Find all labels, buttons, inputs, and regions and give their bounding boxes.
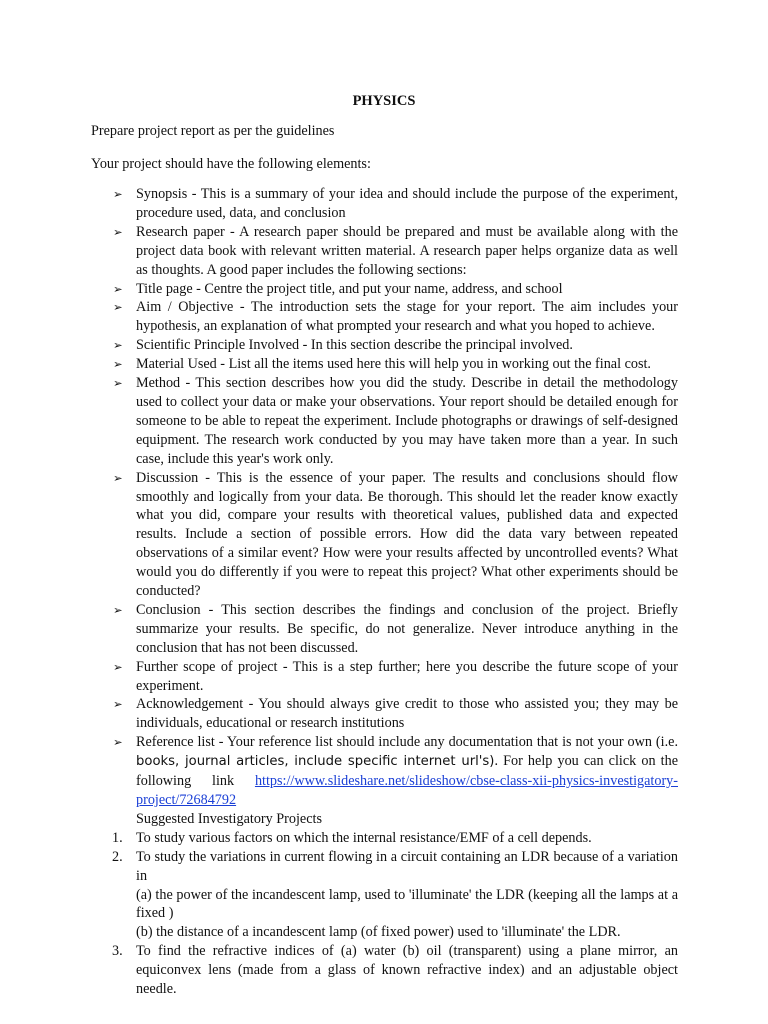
arrow-bullet-icon: ➢ xyxy=(113,376,123,391)
elements-list xyxy=(0,185,768,999)
suggested-heading: Suggested Investigatory Projects xyxy=(136,810,322,827)
list-item: ➢ Acknowledgement - You should always give credit to those who assisted you; they may be individuals, educational or research institutions xyxy=(113,696,678,732)
arrow-bullet-icon: ➢ xyxy=(113,224,123,239)
arrow-bullet-icon: ➢ xyxy=(113,470,123,485)
arrow-bullet-icon: ➢ xyxy=(113,602,123,617)
reference-list-item: ➢ Reference list - Your reference list should include any documentation that is not your own (i.e. books, journal articles, include specific internet url's). For help you can click on the following link https://www.slideshare.net/slideshow/cbse-class-xii-physics-investigatory-project/72684792 xyxy=(113,734,679,808)
arrow-bullet-icon: ➢ xyxy=(113,338,123,353)
arrow-bullet-icon: ➢ xyxy=(113,281,123,296)
arrow-bullet-icon: ➢ xyxy=(113,697,123,712)
project-item: 3. To find the refractive indices of (a) water (b) oil (transparent) using a plane mirror, an equiconvex lens (made from a glass of known refractive index) and an adjustable object needle. xyxy=(112,943,678,998)
arrow-bullet-icon: ➢ xyxy=(113,357,123,372)
arrow-bullet-icon: ➢ xyxy=(113,187,123,201)
arrow-bullet-icon: ➢ xyxy=(113,300,123,315)
list-item: ➢ Aim / Objective - The introduction sets the stage for your report. The aim includes your hypothesis, an explanation of what prompted your research and what you hoped to achieve. xyxy=(113,299,678,335)
list-item: ➢ Title page - Centre the project title, and put your name, address, and school xyxy=(113,280,563,297)
list-item: ➢ Synopsis - This is a summary of your idea and should include the purpose of the experiment, procedure used, data, and conclusion xyxy=(113,186,678,221)
project-item: 1. To study various factors on which the internal resistance/EMF of a cell depends. xyxy=(112,829,592,846)
project-subitem: (a) the power of the incandescent lamp, used to 'illuminate' the LDR (keeping all the lamps at a fixed ) xyxy=(136,886,678,922)
list-item: ➢ Further scope of project - This is a step further; here you describe the future scope of your experiment. xyxy=(113,658,678,694)
arrow-bullet-icon: ➢ xyxy=(113,735,123,750)
arrow-bullet-icon: ➢ xyxy=(113,659,123,674)
slideshare-link[interactable]: https://www.slideshare.net/slideshow/cbse-class-xii-physics-investigatory-project/72684792 xyxy=(136,773,678,808)
list-item: ➢ Method - This section describes how you did the study. Describe in detail the methodology used to collect your data or make your observations. Your report should be detailed enough for someone to be able to repeat the experiment. Include photographs or drawings of self-designed equipment. The research work conducted by you may have taken more than a year. In such case, include this year's work only. xyxy=(113,375,678,467)
elements-heading: Your project should have the following elements: xyxy=(91,156,371,172)
list-item: ➢ Research paper - A research paper should be prepared and must be available along with the project data book with relevant written material. A research paper helps organize data as well as thoughts. A good paper includes the following sections: xyxy=(113,223,678,278)
list-item: ➢ Scientific Principle Involved - In this section describe the principal involved. xyxy=(113,337,573,354)
page-title: PHYSICS xyxy=(352,93,416,109)
list-item: ➢ Conclusion - This section describes the findings and conclusion of the project. Briefly summarize your results. Be specific, do not generalize. Never introduce anything in the conclusion that has not been discussed. xyxy=(113,601,678,656)
intro-text: Prepare project report as per the guidelines xyxy=(91,123,335,139)
list-item: ➢ Discussion - This is the essence of your paper. The results and conclusions should flow smoothly and logically from your data. Be thorough. This should let the reader know exactly what you did, compare your results with theoretical values, published data and expected results. Include a section of possible errors. How did the data vary between repeated observations of a similar event? How were your results affected by uncontrolled events? What would you do differently if you were to repeat this project? What other experiments should be conducted? xyxy=(113,469,678,600)
list-item: ➢ Material Used - List all the items used here this will help you in working out the final cost. xyxy=(113,356,651,373)
project-item: 2. To study the variations in current flowing in a circuit containing an LDR because of a variation in (a) the power of the incandescent lamp, used to 'illuminate' the LDR (keeping all the lamps at a fixed ) (b) the distance of a incandescent lamp (of fixed power) used to 'illuminate' the LDR. xyxy=(112,848,678,941)
project-subitem: (b) the distance of a incandescent lamp (of fixed power) used to 'illuminate' the LDR. xyxy=(136,924,621,941)
